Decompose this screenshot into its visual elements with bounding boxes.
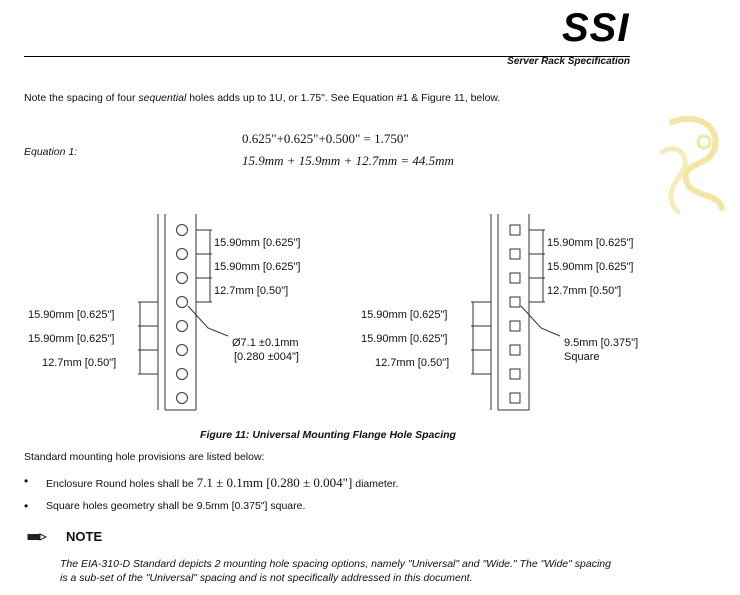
round-hole	[177, 273, 188, 284]
square-right-dim-3: 12.7mm [0.50"]	[547, 285, 622, 297]
bullet-marker: •	[24, 499, 29, 513]
note-heading: NOTE	[66, 529, 103, 544]
note-text: The EIA-310-D Standard depicts 2 mounting hole spacing options, namely "Universal" and "Wide." The "Wide" spacing is a sub-set of the "Universal" spacing and is not specifically addressed in this document.	[60, 558, 611, 584]
bullet-round-holes	[46, 475, 398, 491]
bullet-square-holes: Square holes geometry shall be 9.5mm [0.375"] square.	[46, 500, 306, 512]
square-left-dim-3: 12.7mm [0.50"]	[375, 357, 450, 369]
square-hole-callout: 9.5mm [0.375"]	[564, 337, 639, 349]
figure-caption: Figure 11: Universal Mounting Flange Hole Spacing	[200, 429, 456, 441]
bullet-round-suffix: diameter.	[352, 478, 399, 490]
round-hole	[177, 369, 188, 380]
square-hole	[510, 273, 520, 283]
square-hole	[510, 369, 520, 379]
intro-paragraph	[24, 92, 500, 104]
round-hole	[177, 249, 188, 260]
bullet-round-math: 7.1 ± 0.1mm [0.280 ± 0.004"]	[196, 475, 353, 490]
bullet-marker: •	[24, 474, 29, 488]
round-hole	[177, 225, 188, 236]
square-hole	[510, 345, 520, 355]
equation-line-mm: 15.9mm + 15.9mm + 12.7mm = 44.5mm	[242, 153, 454, 168]
round-hole	[177, 321, 188, 332]
square-right-dim-2: 15.90mm [0.625"]	[547, 261, 634, 273]
round-left-dim-3: 12.7mm [0.50"]	[42, 357, 117, 369]
round-hole-callout-inches: [0.280 ±004"]	[234, 351, 299, 363]
ssi-logo: SSI	[562, 6, 630, 50]
round-hole-callout: Ø7.1 ±0.1mm	[232, 337, 299, 349]
square-hole	[510, 393, 520, 403]
square-hole-callout-label: Square	[564, 351, 600, 363]
round-hole	[177, 393, 188, 404]
equation-label: Equation 1:	[24, 146, 78, 158]
document-subtitle: Server Rack Specification	[507, 56, 630, 67]
square-left-dim-1: 15.90mm [0.625"]	[361, 309, 448, 321]
square-hole	[510, 225, 520, 235]
square-hole	[510, 321, 520, 331]
intro-text-before: Note the spacing of four	[24, 92, 139, 104]
round-left-dim-2: 15.90mm [0.625"]	[28, 333, 115, 345]
round-hole	[177, 345, 188, 356]
square-hole	[510, 297, 520, 307]
bullet-round-prefix: Enclosure Round holes shall be	[46, 478, 197, 490]
square-right-dim-1: 15.90mm [0.625"]	[547, 237, 634, 249]
intro-text-after: holes adds up to 1U, or 1.75". See Equation #1 & Figure 11, below.	[186, 92, 501, 104]
round-right-dim-2: 15.90mm [0.625"]	[214, 261, 301, 273]
round-right-dim-3: 12.7mm [0.50"]	[214, 285, 289, 297]
round-left-dim-1: 15.90mm [0.625"]	[28, 309, 115, 321]
intro-emphasis: sequential	[138, 92, 187, 104]
equation-line-inches: 0.625"+0.625"+0.500" = 1.750"	[242, 131, 409, 146]
figure-11-diagram	[0, 200, 740, 425]
provisions-lead: Standard mounting hole provisions are listed below:	[24, 451, 265, 463]
pencil-icon	[26, 531, 50, 543]
square-left-dim-2: 15.90mm [0.625"]	[361, 333, 448, 345]
round-hole	[177, 297, 188, 308]
square-hole	[510, 249, 520, 259]
round-right-dim-1: 15.90mm [0.625"]	[214, 237, 301, 249]
